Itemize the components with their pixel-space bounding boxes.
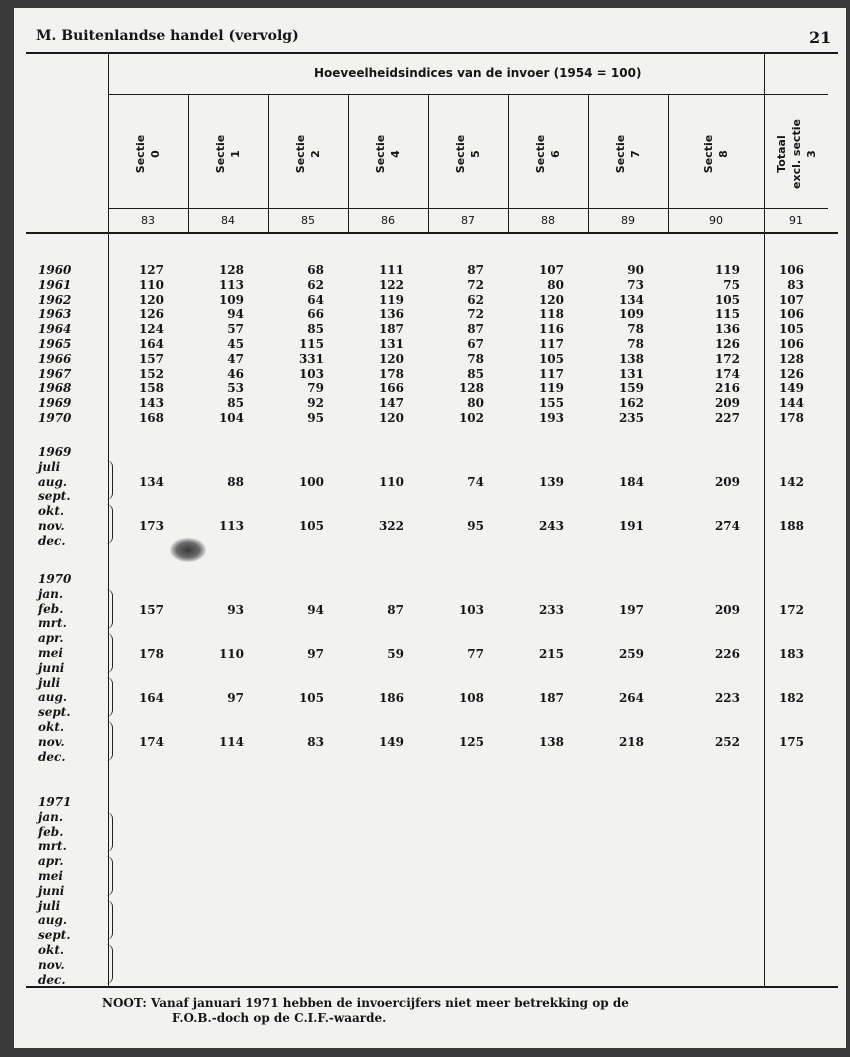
table-cell: 83 — [307, 735, 324, 749]
table-cell: 117 — [538, 366, 564, 381]
table-cell: 87 — [467, 322, 484, 337]
table-cell: 113 — [218, 519, 244, 533]
table-cell: 197 — [618, 603, 644, 617]
table-cell: 95 — [307, 411, 324, 425]
table-cell: 80 — [547, 277, 564, 292]
month-label: juni — [38, 660, 65, 675]
year-label: 1970 — [38, 572, 72, 586]
section-title: M. Buitenlandse handel (vervolg) — [36, 28, 299, 44]
month-label: jan. — [38, 809, 64, 824]
table-cell: 106 — [778, 307, 804, 322]
title-rule — [108, 94, 828, 95]
table-cell: 87 — [467, 263, 484, 277]
column-number: 84 — [221, 214, 235, 227]
year-label: 1961 — [38, 277, 72, 292]
column-header — [774, 104, 819, 204]
column-rule — [268, 94, 269, 232]
table-cell: 107 — [778, 292, 804, 307]
table-cell: 75 — [723, 277, 740, 292]
table-cell: 113 — [218, 277, 244, 292]
table-cell: 92 — [307, 396, 324, 411]
table-cell: 114 — [218, 735, 244, 749]
month-label: mei — [38, 646, 63, 660]
column-header — [213, 104, 243, 204]
table-cell: 72 — [467, 307, 484, 322]
table-cell: 110 — [138, 277, 164, 292]
table-cell: 235 — [618, 411, 644, 425]
column-header-line: Sectie — [534, 134, 547, 174]
table-cell: 102 — [458, 411, 484, 425]
year-label: 1962 — [38, 292, 72, 307]
footnote — [102, 996, 629, 1026]
month-label: nov. — [38, 519, 65, 533]
table-cell: 147 — [378, 396, 404, 411]
table-cell: 47 — [227, 351, 244, 366]
table-cell: 118 — [538, 307, 564, 322]
month-label: feb. — [38, 824, 64, 839]
column-header-line: Totaal — [774, 135, 788, 173]
table-cell: 182 — [778, 691, 804, 705]
year-label: 1968 — [38, 381, 72, 396]
quarter-brace — [106, 589, 113, 629]
month-label: mrt. — [38, 839, 67, 854]
month-label: sept. — [38, 489, 71, 504]
column-rule — [588, 94, 589, 232]
table-cell: 138 — [538, 735, 564, 749]
table-cell: 166 — [378, 381, 404, 396]
table-cell: 187 — [538, 691, 564, 705]
month-label: juli — [38, 459, 61, 474]
table-cell: 134 — [618, 292, 644, 307]
table-cell: 46 — [227, 366, 244, 381]
footnote-line-1: NOOT: Vanaf januari 1971 hebben de invoercijfers niet meer betrekking op de — [102, 996, 629, 1010]
column-header-line: 5 — [469, 150, 482, 158]
table-cell: 175 — [778, 735, 804, 749]
month-label: juli — [38, 898, 61, 913]
table-cell: 88 — [227, 475, 244, 489]
table-cell: 134 — [138, 475, 164, 489]
table-cell: 85 — [227, 396, 244, 411]
table-cell: 215 — [538, 647, 564, 661]
month-label: mei — [38, 869, 63, 883]
table-cell: 62 — [307, 277, 324, 292]
table-cell: 131 — [378, 337, 404, 351]
table-cell: 223 — [714, 691, 740, 705]
table-cell: 66 — [307, 307, 324, 322]
column-header-line: 6 — [549, 150, 562, 158]
month-label: nov. — [38, 957, 65, 972]
table-cell: 57 — [227, 322, 244, 337]
table-cell: 144 — [778, 396, 804, 411]
column-number-rule — [26, 232, 838, 234]
table-cell: 94 — [227, 307, 244, 322]
month-label: juli — [38, 675, 61, 690]
table-cell: 322 — [378, 519, 404, 533]
month-label: okt. — [38, 720, 65, 734]
month-label: juni — [38, 883, 65, 898]
document-page — [14, 8, 846, 1048]
table-cell: 95 — [467, 519, 484, 533]
table-cell: 85 — [467, 366, 484, 381]
column-header-line: Sectie — [702, 134, 715, 174]
table-cell: 149 — [378, 735, 404, 749]
total-rule — [764, 52, 765, 986]
table-cell: 209 — [714, 475, 740, 489]
month-label: okt. — [38, 943, 65, 957]
quarter-brace — [106, 677, 113, 717]
column-number: 90 — [709, 214, 723, 227]
quarter-brace — [106, 633, 113, 673]
table-cell: 252 — [714, 735, 740, 749]
quarter-brace — [106, 900, 113, 940]
table-cell: 124 — [138, 322, 164, 337]
column-header-line: excl. sectie — [789, 119, 803, 189]
month-label: aug. — [38, 913, 68, 928]
table-cell: 120 — [538, 292, 564, 307]
table-cell: 93 — [227, 603, 244, 617]
table-cell: 68 — [307, 263, 324, 277]
year-label: 1969 — [38, 396, 72, 411]
table-cell: 90 — [627, 263, 644, 277]
table-cell: 53 — [227, 381, 244, 396]
table-cell: 117 — [538, 337, 564, 351]
month-label: dec. — [38, 749, 66, 764]
year-label: 1963 — [38, 307, 72, 322]
table-cell: 105 — [778, 322, 804, 337]
month-label: sept. — [38, 705, 71, 720]
page-number: 21 — [809, 28, 832, 47]
table-cell: 143 — [138, 396, 164, 411]
table-cell: 188 — [778, 519, 804, 533]
table-cell: 209 — [714, 603, 740, 617]
table-cell: 131 — [618, 366, 644, 381]
table-cell: 184 — [618, 475, 644, 489]
table-cell: 72 — [467, 277, 484, 292]
table-cell: 155 — [538, 396, 564, 411]
table-cell: 79 — [307, 381, 324, 396]
head-rule — [108, 208, 828, 209]
table-cell: 115 — [298, 337, 324, 351]
table-cell: 149 — [778, 381, 804, 396]
column-header-line: 7 — [629, 150, 642, 158]
quarter-brace — [106, 944, 113, 984]
table-cell: 59 — [387, 647, 404, 661]
column-header — [533, 104, 563, 204]
table-cell: 97 — [307, 647, 324, 661]
table-cell: 78 — [627, 337, 644, 351]
table-cell: 186 — [378, 691, 404, 705]
month-label: mrt. — [38, 616, 67, 631]
table-cell: 67 — [467, 337, 484, 351]
month-label: okt. — [38, 504, 65, 519]
table-cell: 110 — [378, 475, 404, 489]
table-cell: 126 — [778, 366, 804, 381]
column-header-line: 3 — [804, 150, 818, 158]
column-header — [373, 104, 403, 204]
bottom-rule — [26, 986, 838, 988]
table-cell: 162 — [618, 396, 644, 411]
column-header-line: Sectie — [134, 134, 147, 174]
quarter-brace — [106, 460, 113, 500]
table-title: Hoeveelheidsindices van de invoer (1954 = 100) — [314, 66, 642, 80]
table-cell: 115 — [714, 307, 740, 322]
year-label: 1971 — [38, 795, 72, 809]
table-cell: 128 — [218, 263, 244, 277]
table-cell: 80 — [467, 396, 484, 411]
table-cell: 128 — [458, 381, 484, 396]
column-number: 85 — [301, 214, 315, 227]
table-cell: 172 — [714, 351, 740, 366]
table-cell: 105 — [538, 351, 564, 366]
column-number: 89 — [621, 214, 635, 227]
table-cell: 111 — [378, 263, 404, 277]
column-header-line: Sectie — [614, 134, 627, 174]
table-cell: 126 — [138, 307, 164, 322]
table-cell: 183 — [778, 647, 804, 661]
table-cell: 226 — [714, 647, 740, 661]
column-header-line: 4 — [389, 150, 402, 158]
table-cell: 274 — [714, 519, 740, 533]
table-cell: 128 — [778, 351, 804, 366]
year-label: 1965 — [38, 337, 72, 351]
table-cell: 159 — [618, 381, 644, 396]
quarter-brace — [106, 812, 113, 852]
month-label: dec. — [38, 533, 66, 548]
ink-smudge — [170, 538, 206, 562]
column-number: 91 — [789, 214, 803, 227]
month-label: nov. — [38, 734, 65, 749]
table-cell: 94 — [307, 603, 324, 617]
table-cell: 216 — [714, 381, 740, 396]
table-cell: 97 — [227, 691, 244, 705]
column-number: 83 — [141, 214, 155, 227]
table-cell: 138 — [618, 351, 644, 366]
month-label: aug. — [38, 690, 68, 705]
table-cell: 233 — [538, 603, 564, 617]
table-cell: 243 — [538, 519, 564, 533]
table-cell: 77 — [467, 647, 484, 661]
column-header — [613, 104, 643, 204]
table-cell: 125 — [458, 735, 484, 749]
table-cell: 62 — [467, 292, 484, 307]
table-cell: 108 — [458, 691, 484, 705]
column-header — [701, 104, 731, 204]
month-label: jan. — [38, 586, 64, 601]
table-cell: 191 — [618, 519, 644, 533]
quarter-brace — [106, 504, 113, 544]
table-cell: 259 — [618, 647, 644, 661]
table-cell: 136 — [714, 322, 740, 337]
table-cell: 127 — [138, 263, 164, 277]
table-cell: 174 — [714, 366, 740, 381]
table-cell: 64 — [307, 292, 324, 307]
table-cell: 178 — [138, 647, 164, 661]
table-cell: 158 — [138, 381, 164, 396]
table-cell: 139 — [538, 475, 564, 489]
column-rule — [508, 94, 509, 232]
month-label: aug. — [38, 474, 68, 489]
month-label: dec. — [38, 972, 66, 987]
column-header-line: 2 — [309, 150, 322, 158]
year-label: 1967 — [38, 366, 72, 381]
table-cell: 83 — [787, 277, 804, 292]
table-cell: 142 — [778, 475, 804, 489]
column-header-line: Sectie — [374, 134, 387, 174]
table-cell: 119 — [714, 263, 740, 277]
column-header-line: Sectie — [214, 134, 227, 174]
year-label: 1960 — [38, 263, 72, 277]
table-cell: 187 — [378, 322, 404, 337]
table-cell: 107 — [538, 263, 564, 277]
top-rule — [26, 52, 838, 54]
table-cell: 74 — [467, 475, 484, 489]
table-cell: 172 — [778, 603, 804, 617]
column-header — [133, 104, 163, 204]
table-cell: 136 — [378, 307, 404, 322]
table-cell: 103 — [298, 366, 324, 381]
table-cell: 78 — [627, 322, 644, 337]
table-cell: 193 — [538, 411, 564, 425]
table-cell: 105 — [298, 691, 324, 705]
month-label: apr. — [38, 631, 64, 646]
column-header — [293, 104, 323, 204]
column-header-line: 0 — [149, 150, 162, 158]
table-cell: 157 — [138, 603, 164, 617]
table-cell: 120 — [138, 292, 164, 307]
column-header — [453, 104, 483, 204]
column-rule — [428, 94, 429, 232]
table-cell: 218 — [618, 735, 644, 749]
table-cell: 152 — [138, 366, 164, 381]
column-number: 86 — [381, 214, 395, 227]
table-cell: 119 — [538, 381, 564, 396]
column-number: 88 — [541, 214, 555, 227]
table-cell: 120 — [378, 351, 404, 366]
table-cell: 209 — [714, 396, 740, 411]
table-cell: 173 — [138, 519, 164, 533]
month-label: feb. — [38, 601, 64, 616]
table-cell: 157 — [138, 351, 164, 366]
month-label: sept. — [38, 928, 71, 943]
column-rule — [188, 94, 189, 232]
column-header-line: Sectie — [294, 134, 307, 174]
table-cell: 109 — [218, 292, 244, 307]
table-cell: 122 — [378, 277, 404, 292]
column-number: 87 — [461, 214, 475, 227]
quarter-brace — [106, 856, 113, 896]
table-cell: 174 — [138, 735, 164, 749]
table-cell: 103 — [458, 603, 484, 617]
table-cell: 106 — [778, 263, 804, 277]
table-cell: 45 — [227, 337, 244, 351]
quarter-brace — [106, 721, 113, 761]
table-cell: 178 — [378, 366, 404, 381]
table-cell: 227 — [714, 411, 740, 425]
table-cell: 100 — [298, 475, 324, 489]
year-label: 1964 — [38, 322, 72, 337]
table-cell: 116 — [538, 322, 564, 337]
year-label: 1966 — [38, 351, 72, 366]
table-cell: 85 — [307, 322, 324, 337]
table-cell: 120 — [378, 411, 404, 425]
column-header-line: 8 — [717, 150, 730, 158]
footnote-line-2: F.O.B.-doch op de C.I.F.-waarde. — [172, 1011, 387, 1025]
table-cell: 78 — [467, 351, 484, 366]
table-cell: 164 — [138, 691, 164, 705]
table-cell: 178 — [778, 411, 804, 425]
table-cell: 110 — [218, 647, 244, 661]
table-cell: 104 — [218, 411, 244, 425]
column-header-line: Sectie — [454, 134, 467, 174]
year-label: 1969 — [38, 445, 72, 459]
table-cell: 105 — [714, 292, 740, 307]
table-cell: 73 — [627, 277, 644, 292]
column-rule — [668, 94, 669, 232]
table-cell: 164 — [138, 337, 164, 351]
year-label: 1970 — [38, 411, 72, 425]
column-rule — [348, 94, 349, 232]
table-cell: 106 — [778, 337, 804, 351]
table-cell: 109 — [618, 307, 644, 322]
month-label: apr. — [38, 854, 64, 869]
table-cell: 331 — [298, 351, 324, 366]
column-header-line: 1 — [229, 150, 242, 158]
table-cell: 264 — [618, 691, 644, 705]
table-cell: 126 — [714, 337, 740, 351]
table-cell: 87 — [387, 603, 404, 617]
table-cell: 119 — [378, 292, 404, 307]
table-cell: 168 — [138, 411, 164, 425]
table-cell: 105 — [298, 519, 324, 533]
